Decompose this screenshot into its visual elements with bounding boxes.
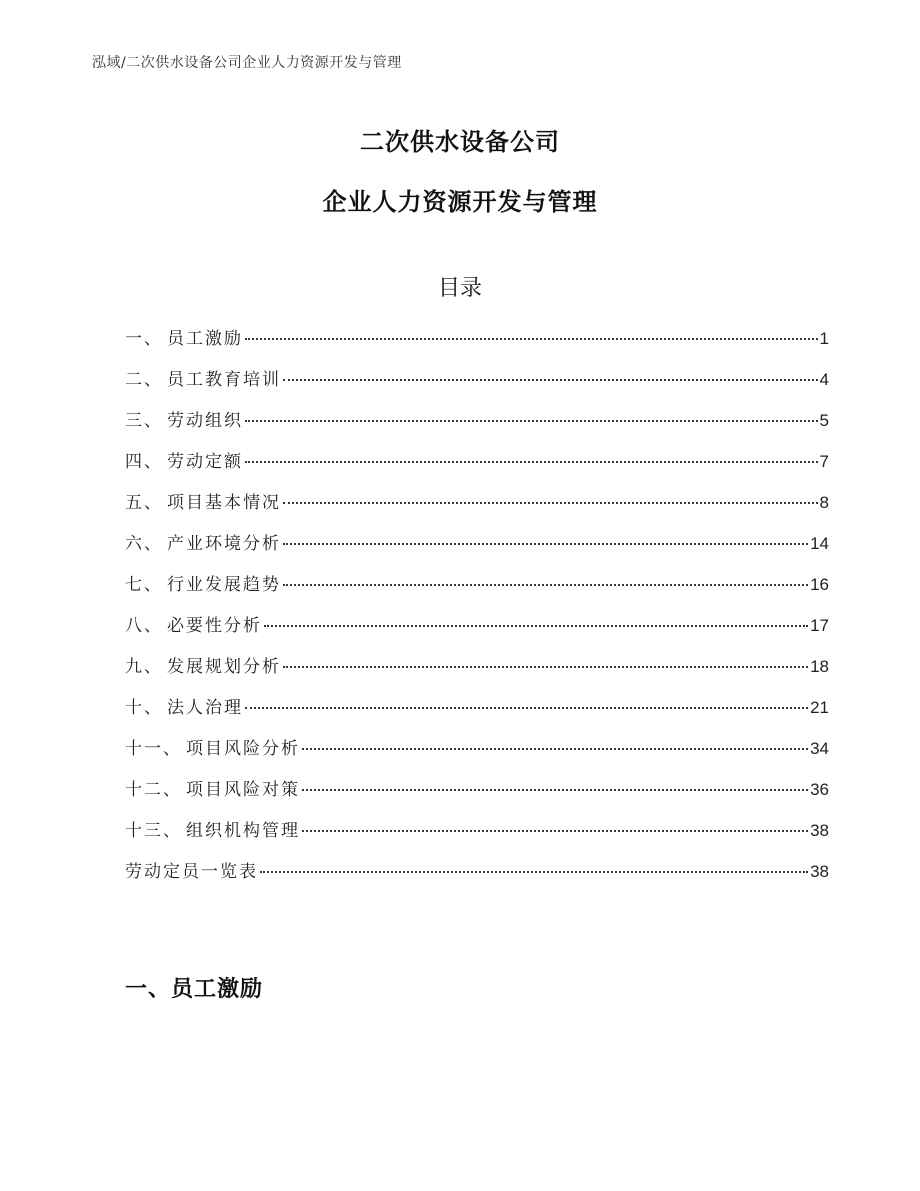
running-header: 泓域/二次供水设备公司企业人力资源开发与管理 xyxy=(92,55,402,71)
toc-entry-number: 十一、 xyxy=(125,739,182,759)
toc-entry-page: 4 xyxy=(819,370,829,389)
toc-leader-dots xyxy=(245,419,818,422)
toc-entry-label: 法人治理 xyxy=(167,698,243,718)
toc-entry-number: 七、 xyxy=(125,575,163,595)
toc-entry[interactable] xyxy=(125,570,829,611)
toc-leader-dots xyxy=(302,747,808,750)
toc-entry-page: 34 xyxy=(810,739,829,758)
toc-entry-number: 九、 xyxy=(125,657,163,677)
toc-entry-page: 14 xyxy=(810,534,829,553)
document-title-line-1: 二次供水设备公司 xyxy=(360,128,560,156)
toc-entry-label: 员工教育培训 xyxy=(167,370,281,390)
toc-entry-number: 四、 xyxy=(125,452,163,472)
toc-entry-page: 21 xyxy=(810,698,829,717)
toc-entry-page: 7 xyxy=(819,452,829,471)
toc-entry-page: 36 xyxy=(810,780,829,799)
toc-entry[interactable] xyxy=(125,857,829,898)
toc-entry-page: 18 xyxy=(810,657,829,676)
toc-entry-number: 三、 xyxy=(125,411,163,431)
toc-leader-dots xyxy=(245,460,818,463)
toc-leader-dots xyxy=(260,870,808,873)
toc-entry[interactable] xyxy=(125,529,829,570)
toc-entry-number: 五、 xyxy=(125,493,163,513)
toc-entry-label: 劳动组织 xyxy=(167,411,243,431)
document-title-line-2: 企业人力资源开发与管理 xyxy=(322,188,598,216)
toc-entry-label: 项目风险分析 xyxy=(186,739,300,759)
toc-entry-label: 产业环境分析 xyxy=(167,534,281,554)
toc-entry-label: 组织机构管理 xyxy=(186,821,300,841)
toc-entry-page: 38 xyxy=(810,821,829,840)
toc-entry[interactable] xyxy=(125,406,829,447)
toc-leader-dots xyxy=(283,583,808,586)
toc-heading: 目录 xyxy=(437,276,482,301)
toc-leader-dots xyxy=(283,501,818,504)
toc-entry[interactable] xyxy=(125,816,829,857)
toc-leader-dots xyxy=(245,706,808,709)
toc-entry-label: 项目风险对策 xyxy=(186,780,300,800)
toc-entry-number: 二、 xyxy=(125,370,163,390)
toc-entry-label: 发展规划分析 xyxy=(167,657,281,677)
toc-entry-page: 38 xyxy=(810,862,829,881)
toc-entry-label: 项目基本情况 xyxy=(167,493,281,513)
table-of-contents xyxy=(125,324,829,898)
toc-entry-label: 劳动定额 xyxy=(167,452,243,472)
toc-entry-number: 十三、 xyxy=(125,821,182,841)
toc-leader-dots xyxy=(283,378,818,381)
toc-entry[interactable] xyxy=(125,775,829,816)
toc-entry[interactable] xyxy=(125,611,829,652)
toc-entry-label: 劳动定员一览表 xyxy=(125,862,258,882)
toc-entry-page: 17 xyxy=(810,616,829,635)
toc-entry[interactable] xyxy=(125,693,829,734)
toc-leader-dots xyxy=(264,624,808,627)
toc-entry[interactable] xyxy=(125,324,829,365)
toc-entry-page: 1 xyxy=(819,329,829,348)
toc-entry[interactable] xyxy=(125,488,829,529)
toc-entry-number: 一、 xyxy=(125,329,163,349)
toc-entry-page: 5 xyxy=(819,411,829,430)
toc-entry[interactable] xyxy=(125,447,829,488)
toc-entry-label: 必要性分析 xyxy=(167,616,262,636)
section-heading: 一、员工激励 xyxy=(125,977,264,1002)
toc-leader-dots xyxy=(245,337,818,340)
toc-entry-number: 十二、 xyxy=(125,780,182,800)
toc-entry-label: 行业发展趋势 xyxy=(167,575,281,595)
toc-entry-number: 六、 xyxy=(125,534,163,554)
toc-entry[interactable] xyxy=(125,734,829,775)
toc-entry-label: 员工激励 xyxy=(167,329,243,349)
toc-entry-page: 8 xyxy=(819,493,829,512)
toc-entry-page: 16 xyxy=(810,575,829,594)
toc-entry-number: 十、 xyxy=(125,698,163,718)
toc-entry[interactable] xyxy=(125,652,829,693)
toc-entry-number: 八、 xyxy=(125,616,163,636)
toc-leader-dots xyxy=(302,829,808,832)
toc-entry[interactable] xyxy=(125,365,829,406)
toc-leader-dots xyxy=(283,665,808,668)
toc-leader-dots xyxy=(283,542,808,545)
toc-leader-dots xyxy=(302,788,808,791)
